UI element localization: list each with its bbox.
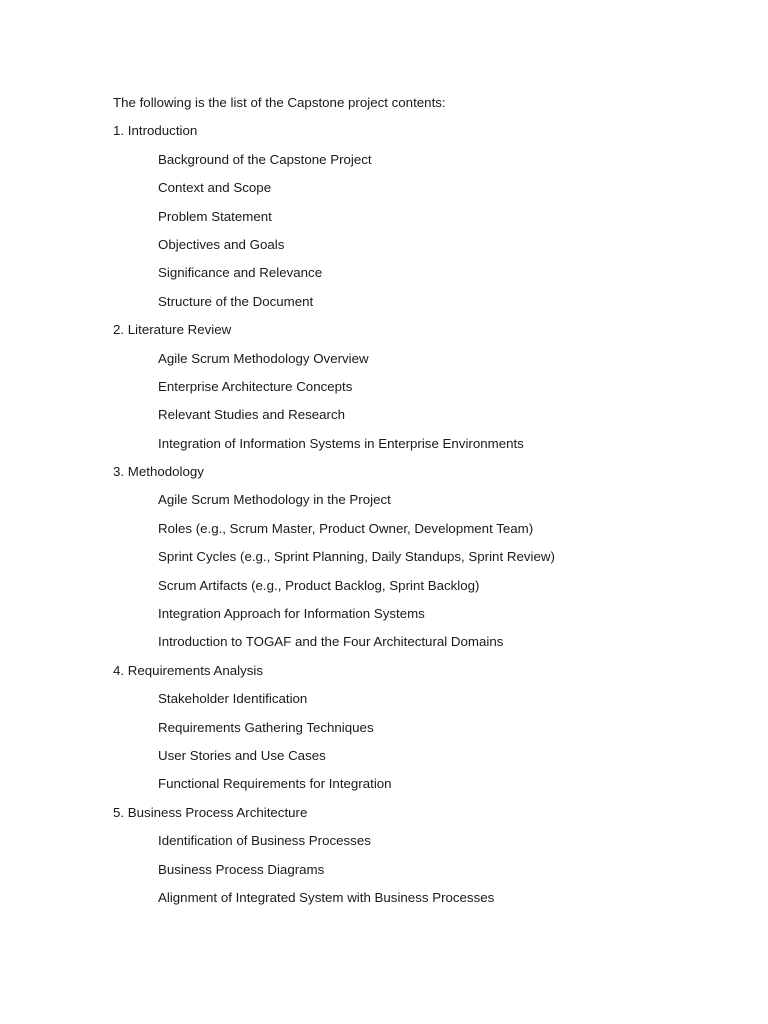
subsection-item: Scrum Artifacts (e.g., Product Backlog, Sprint Backlog) — [158, 577, 480, 593]
intro-text: The following is the list of the Capstone project contents: — [113, 95, 446, 110]
subsection-item: Context and Scope — [158, 180, 272, 196]
subsection-item: Integration Approach for Information Systems — [158, 606, 425, 622]
section-heading: 4. Requirements Analysis — [113, 662, 264, 678]
section-requirements-analysis — [113, 660, 733, 802]
section-literature-review — [113, 319, 733, 461]
section-introduction — [113, 120, 733, 319]
section-heading: 3. Methodology — [113, 464, 204, 480]
subsection-item: Functional Requirements for Integration — [158, 776, 392, 792]
subsection-item: Significance and Relevance — [158, 265, 323, 281]
subsection-item: User Stories and Use Cases — [158, 747, 326, 763]
section-heading: 2. Literature Review — [113, 322, 232, 338]
subsection-item: Relevant Studies and Research — [158, 407, 346, 423]
document-body — [113, 92, 733, 915]
subsection-item: Requirements Gathering Techniques — [158, 719, 374, 735]
subsection-item: Enterprise Architecture Concepts — [158, 378, 353, 394]
subsection-item: Identification of Business Processes — [158, 833, 371, 849]
subsection-item: Structure of the Document — [158, 293, 314, 309]
subsection-item: Introduction to TOGAF and the Four Architectural Domains — [158, 634, 504, 650]
section-business-process-architecture — [113, 802, 733, 916]
subsection-item: Alignment of Integrated System with Business Processes — [158, 889, 495, 905]
subsection-item: Agile Scrum Methodology Overview — [158, 350, 369, 366]
subsection-item: Business Process Diagrams — [158, 861, 325, 877]
section-heading: 1. Introduction — [113, 123, 198, 139]
subsection-item: Objectives and Goals — [158, 236, 285, 252]
subsection-item: Background of the Capstone Project — [158, 151, 372, 167]
subsection-item: Stakeholder Identification — [158, 691, 308, 707]
subsection-item: Integration of Information Systems in Enterprise Environments — [158, 435, 524, 451]
subsection-item: Roles (e.g., Scrum Master, Product Owner, Development Team) — [158, 520, 534, 536]
subsection-item: Problem Statement — [158, 208, 272, 224]
subsection-item: Sprint Cycles (e.g., Sprint Planning, Daily Standups, Sprint Review) — [158, 549, 555, 565]
section-methodology — [113, 461, 733, 660]
section-heading: 5. Business Process Architecture — [113, 804, 308, 820]
subsection-item: Agile Scrum Methodology in the Project — [158, 492, 391, 508]
